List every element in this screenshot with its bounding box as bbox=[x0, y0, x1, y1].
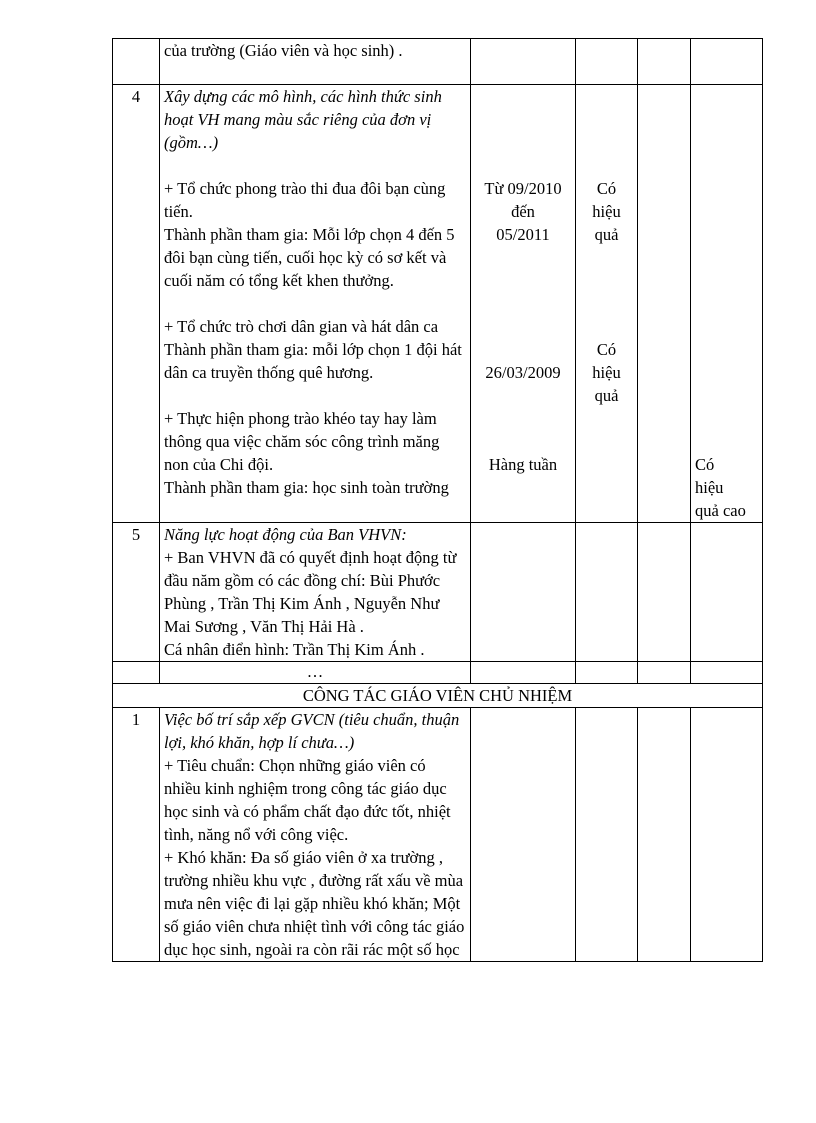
result-value: hiệu bbox=[695, 478, 724, 497]
table-row bbox=[113, 39, 763, 85]
time-value: Hàng tuần bbox=[488, 455, 558, 474]
table-row bbox=[113, 523, 763, 662]
row-text: + Ban VHVN đã có quyết định hoạt động từ đầu năm gồm có các đồng chí: Bùi Phước Phùng , Trần Thị Kim Ánh , Nguyễn Như Mai Sương , Văn Thị Hải Hà . bbox=[164, 548, 457, 636]
item-detail: Thành phần tham gia: mỗi lớp chọn 1 đội hát dân ca truyền thống quê hương. bbox=[164, 340, 462, 382]
report-table bbox=[112, 38, 763, 962]
row-text: + Tiêu chuẩn: Chọn những giáo viên có nhiều kinh nghiệm trong công tác giáo dục học sinh và có phẩm chất đạo đức tốt, nhiệt tình, năng nổ với công việc. bbox=[164, 756, 451, 844]
table-row bbox=[113, 662, 763, 684]
time-cell bbox=[471, 85, 576, 523]
row-text: Cá nhân điển hình: Trần Thị Kim Ánh . bbox=[164, 640, 425, 659]
table-row bbox=[113, 85, 763, 523]
item-detail: Thành phần tham gia: học sinh toàn trường bbox=[164, 478, 449, 497]
result-value: hiệu bbox=[592, 202, 621, 221]
result-value: Có bbox=[695, 455, 715, 474]
result-high-cell bbox=[691, 85, 763, 523]
time-value: 05/2011 bbox=[496, 225, 550, 244]
time-value: 26/03/2009 bbox=[485, 363, 561, 382]
time-value: Từ 09/2010 bbox=[484, 179, 562, 198]
result-value: Có bbox=[596, 340, 617, 359]
cell-content bbox=[160, 708, 471, 962]
row-heading: Năng lực hoạt động của Ban VHVN: bbox=[164, 525, 407, 544]
row-number: 4 bbox=[113, 85, 160, 523]
result-value: hiệu bbox=[592, 363, 621, 382]
result-value: Có bbox=[596, 179, 617, 198]
cell-content bbox=[160, 523, 471, 662]
ellipsis: … bbox=[160, 662, 471, 684]
row-number: 1 bbox=[113, 708, 160, 962]
item-detail: Thành phần tham gia: Mỗi lớp chọn 4 đến 5 đôi bạn cùng tiến, cuối học kỳ có sơ kết và cuối năm có tổng kết khen thưởng. bbox=[164, 225, 455, 290]
row-number: 5 bbox=[113, 523, 160, 662]
result-value: quả bbox=[594, 386, 619, 405]
row-heading: Xây dựng các mô hình, các hình thức sinh hoạt VH mang màu sắc riêng của đơn vị (gồm…) bbox=[164, 87, 442, 152]
row-text: + Khó khăn: Đa số giáo viên ở xa trường , trường nhiều khu vực , đường rất xấu về mùa mưa nên việc đi lại gặp nhiều khó khăn; Một số giáo viên chưa nhiệt tình với công tác giáo dục học sinh, ngoài ra còn rãi rác một số học bbox=[164, 848, 465, 959]
time-value: đến bbox=[511, 202, 535, 221]
result-value: quả bbox=[594, 225, 619, 244]
item-title: + Tổ chức phong trào thi đua đôi bạn cùng tiến. bbox=[164, 179, 446, 221]
section-header-row bbox=[113, 684, 763, 708]
cell-content bbox=[160, 85, 471, 523]
section-title: CÔNG TÁC GIÁO VIÊN CHỦ NHIỆM bbox=[113, 684, 763, 708]
item-title: + Thực hiện phong trào khéo tay hay làm thông qua việc chăm sóc công trình măng non của Chi đội. bbox=[164, 409, 440, 474]
row-heading: Việc bố trí sắp xếp GVCN (tiêu chuẩn, thuận lợi, khó khăn, hợp lí chưa…) bbox=[164, 710, 460, 752]
item-title: + Tổ chức trò chơi dân gian và hát dân ca bbox=[164, 317, 439, 336]
cell-content: của trường (Giáo viên và học sinh) . bbox=[160, 39, 471, 85]
result-value: quả cao bbox=[695, 501, 746, 520]
result-cell bbox=[576, 85, 638, 523]
table-row bbox=[113, 708, 763, 962]
